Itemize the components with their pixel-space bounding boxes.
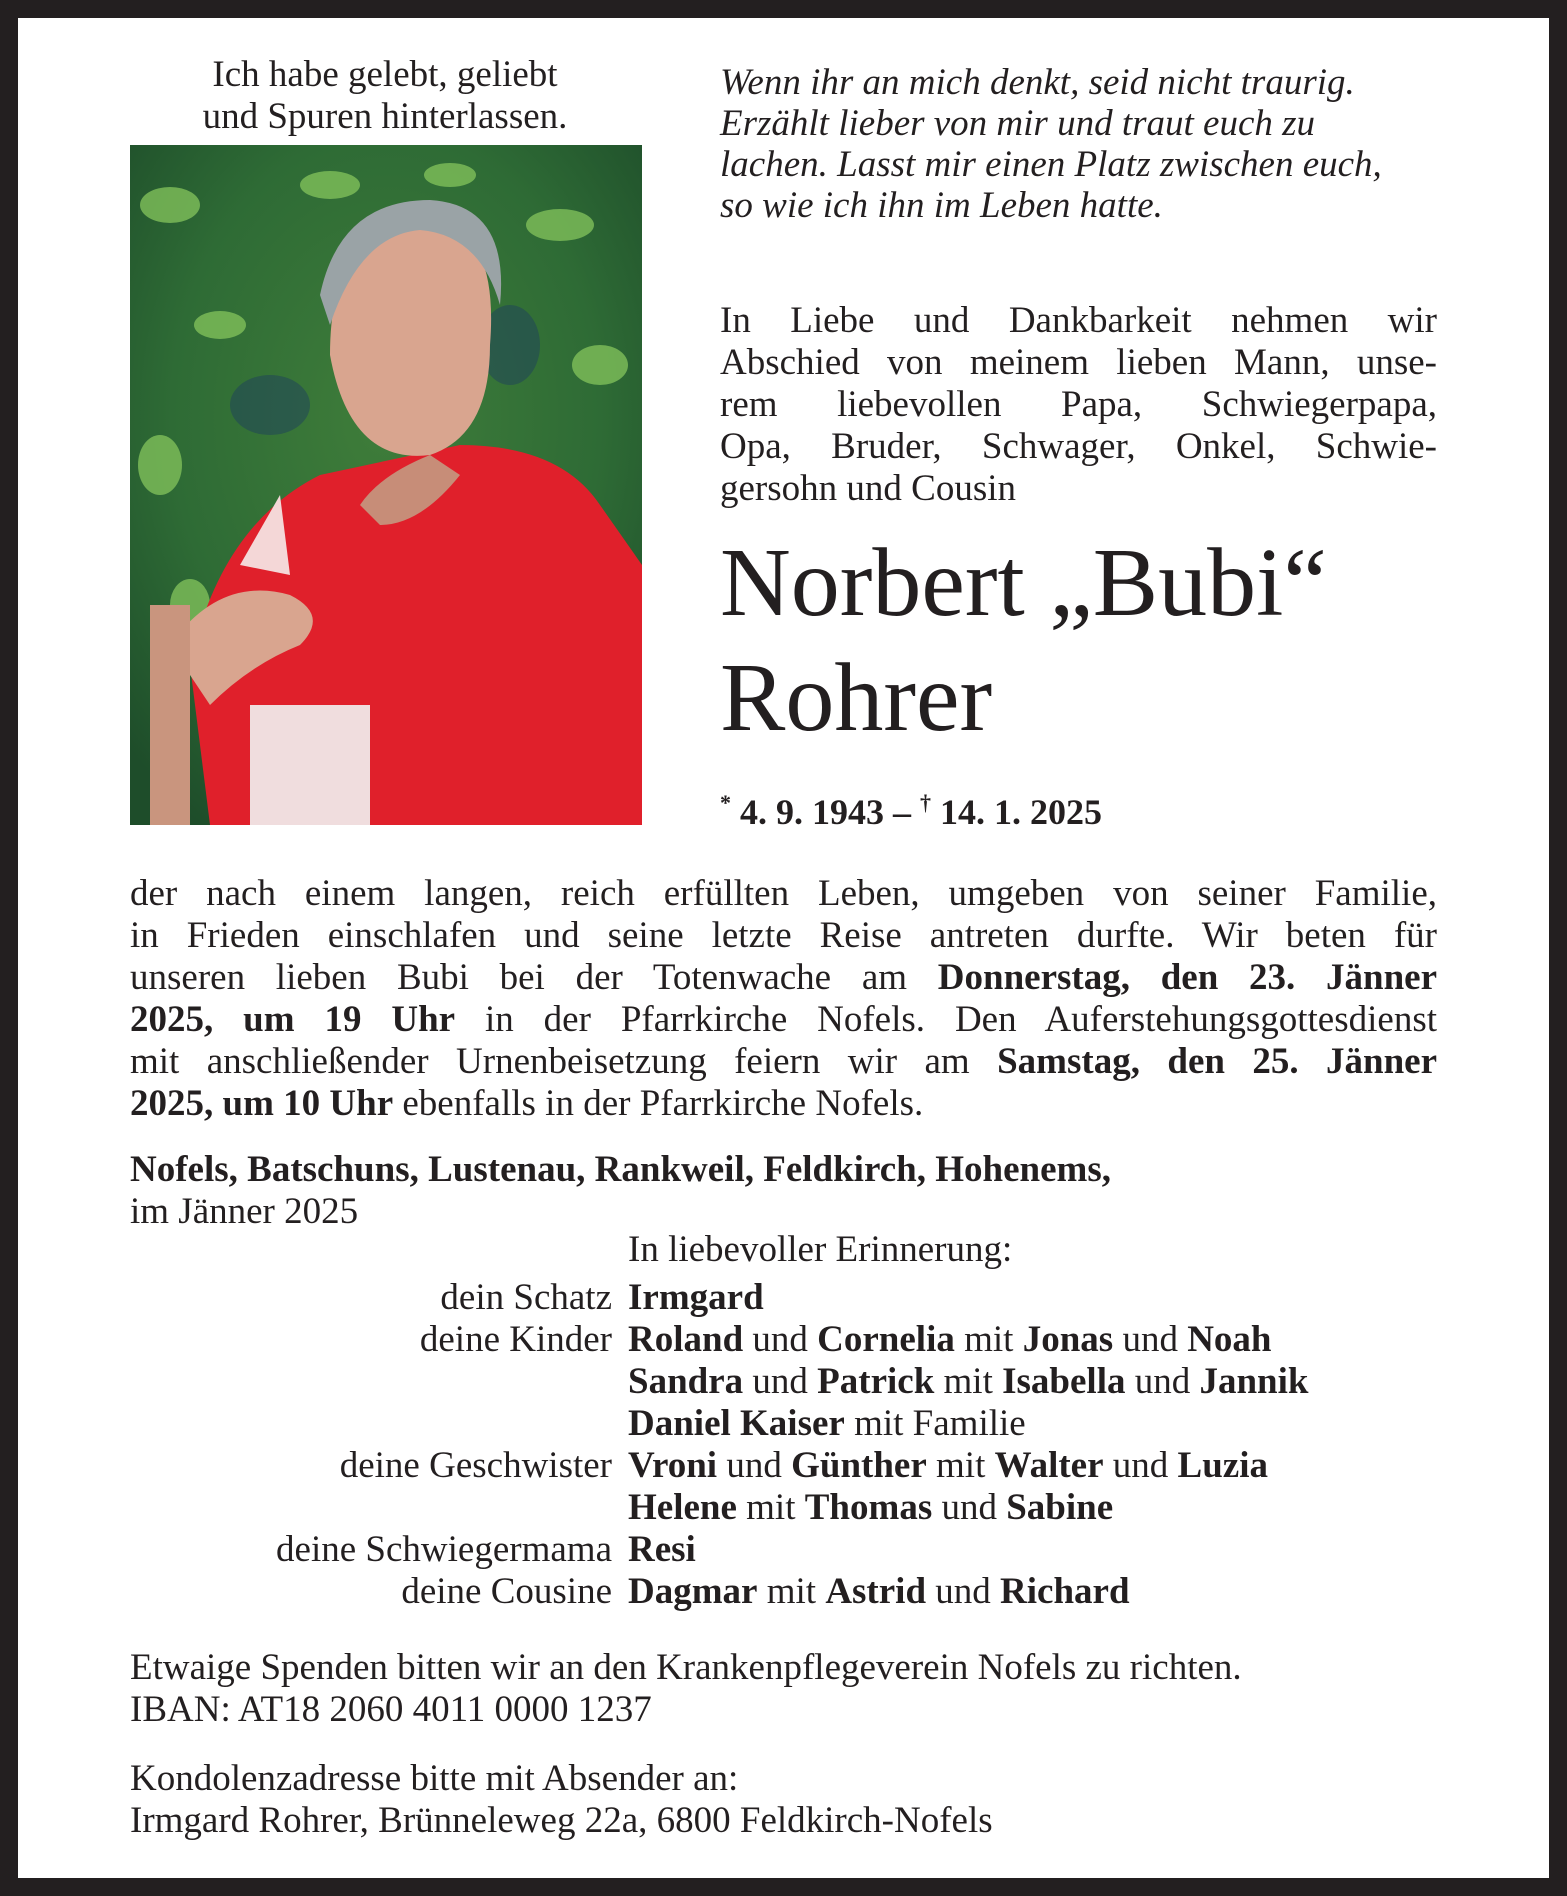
bold-text: Resi <box>628 1529 696 1570</box>
family-names <box>628 1361 1309 1403</box>
intro-line: gersohn und Cousin <box>720 468 1016 509</box>
bold-text: Irmgard <box>628 1277 764 1318</box>
text-run: der nach einem langen, reich erfüllten Leben, umgeben von seiner Familie, <box>130 873 1437 914</box>
obituary-notice <box>18 18 1549 1878</box>
condolence-address: Irmgard Rohrer, Brünneleweg 22a, 6800 Feldkirch-Nofels <box>130 1800 993 1841</box>
portrait-photo <box>130 145 642 825</box>
text-run: mit <box>757 1571 826 1612</box>
text-run: ebenfalls in der Pfarrkirche Nofels. <box>393 1083 924 1124</box>
text-run: mit anschließender Urnenbeisetzung feiern wir am <box>130 1041 998 1082</box>
bold-text: Daniel Kaiser <box>628 1403 845 1444</box>
intro-line: Opa, Bruder, Schwager, Onkel, Schwie- <box>720 426 1437 467</box>
birth-date: 4. 9. 1943 <box>740 792 884 832</box>
deceased-name-first: Norbert „Bubi“ <box>720 529 1327 637</box>
poem-line: Wenn ihr an mich denkt, seid nicht traurig. <box>720 62 1355 103</box>
intro-line: rem liebevollen Papa, Schwiegerpapa, <box>720 384 1437 425</box>
bold-text: Samstag, den 25. Jänner <box>997 1041 1437 1082</box>
text-run: in der Pfarrkirche Nofels. Den Auferstehungsgottesdienst <box>455 999 1437 1040</box>
text-run: unseren lieben Bubi bei der Totenwache am <box>130 957 938 998</box>
bold-text: Patrick <box>817 1361 935 1402</box>
body-line <box>130 1083 923 1125</box>
body-line <box>130 957 1437 999</box>
bold-text: Donnerstag, den 23. Jänner <box>937 957 1437 998</box>
text-run: mit <box>954 1319 1023 1360</box>
remembrance-heading: In liebevoller Erinnerung: <box>628 1229 1013 1270</box>
bold-text: 2025, um 19 Uhr <box>130 999 456 1040</box>
poem-line: so wie ich ihn im Leben hatte. <box>720 185 1163 226</box>
poem-line: Erzählt lieber von mir und traut euch zu <box>720 103 1316 144</box>
bold-text: Jonas <box>1022 1319 1114 1360</box>
date-line: im Jänner 2025 <box>130 1191 359 1232</box>
bold-text: Sandra <box>628 1361 744 1402</box>
deceased-name-last: Rohrer <box>720 644 993 752</box>
family-names <box>628 1571 1130 1613</box>
intro-line: Abschied von meinem lieben Mann, unse- <box>720 342 1437 383</box>
death-symbol: † <box>920 790 931 815</box>
family-relation: deine Schwiegermama <box>276 1529 612 1570</box>
bold-text: Luzia <box>1177 1445 1268 1486</box>
bold-text: Noah <box>1187 1319 1272 1360</box>
bold-text: Thomas <box>804 1487 933 1528</box>
bold-text: Roland <box>628 1319 744 1360</box>
family-names <box>628 1403 1026 1445</box>
family-names <box>628 1529 696 1571</box>
family-names <box>628 1487 1113 1529</box>
text-run: mit <box>934 1361 1003 1402</box>
bold-text: Dagmar <box>628 1571 758 1612</box>
bold-text: Vroni <box>628 1445 718 1486</box>
text-run: und <box>932 1487 1007 1528</box>
text-run: und <box>1125 1361 1200 1402</box>
body-line <box>130 873 1437 915</box>
family-names <box>628 1277 764 1319</box>
date-dash: – <box>884 792 920 832</box>
bold-text: Jannik <box>1199 1361 1309 1402</box>
death-date: 14. 1. 2025 <box>940 792 1102 832</box>
body-line <box>130 999 1437 1041</box>
text-run: in Frieden einschlafen und seine letzte Reise antreten durfte. Wir beten für <box>130 915 1437 956</box>
bold-text: Sabine <box>1006 1487 1114 1528</box>
motto-line: Ich habe gelebt, geliebt <box>212 54 558 95</box>
family-relation: deine Geschwister <box>339 1445 612 1486</box>
intro-line: In Liebe und Dankbarkeit nehmen wir <box>720 300 1437 341</box>
places-line: Nofels, Batschuns, Lustenau, Rankweil, Feldkirch, Hohenems, <box>130 1149 1111 1190</box>
text-run: und <box>717 1445 792 1486</box>
text-run: mit Familie <box>844 1403 1026 1444</box>
text-run: und <box>926 1571 1001 1612</box>
family-relation: dein Schatz <box>440 1277 612 1318</box>
poem-line: lachen. Lasst mir einen Platz zwischen euch, <box>720 144 1382 185</box>
text-run: mit <box>736 1487 805 1528</box>
bold-text: 2025, um 10 Uhr <box>130 1083 394 1124</box>
bold-text: Astrid <box>825 1571 927 1612</box>
bold-text: Helene <box>628 1487 737 1528</box>
motto-line: und Spuren hinterlassen. <box>202 96 568 137</box>
family-names <box>628 1319 1272 1361</box>
text-run: und <box>743 1361 818 1402</box>
donation-line: Etwaige Spenden bitten wir an den Krankenpflegeverein Nofels zu richten. <box>130 1647 1242 1688</box>
condolence-heading: Kondolenzadresse bitte mit Absender an: <box>130 1758 739 1799</box>
birth-symbol: * <box>720 790 731 815</box>
family-names <box>628 1445 1268 1487</box>
iban-line: IBAN: AT18 2060 4011 0000 1237 <box>130 1689 652 1730</box>
body-line <box>130 915 1437 957</box>
text-run: und <box>743 1319 818 1360</box>
text-run: und <box>1103 1445 1178 1486</box>
bold-text: Walter <box>994 1445 1104 1486</box>
bold-text: Richard <box>1000 1571 1130 1612</box>
family-relation: deine Kinder <box>419 1319 612 1360</box>
body-line <box>130 1041 1437 1083</box>
family-relation: deine Cousine <box>401 1571 612 1612</box>
life-dates <box>720 790 1102 833</box>
bold-text: Isabella <box>1002 1361 1126 1402</box>
text-run: und <box>1113 1319 1188 1360</box>
bold-text: Günther <box>791 1445 927 1486</box>
bold-text: Cornelia <box>817 1319 955 1360</box>
text-run: mit <box>926 1445 995 1486</box>
